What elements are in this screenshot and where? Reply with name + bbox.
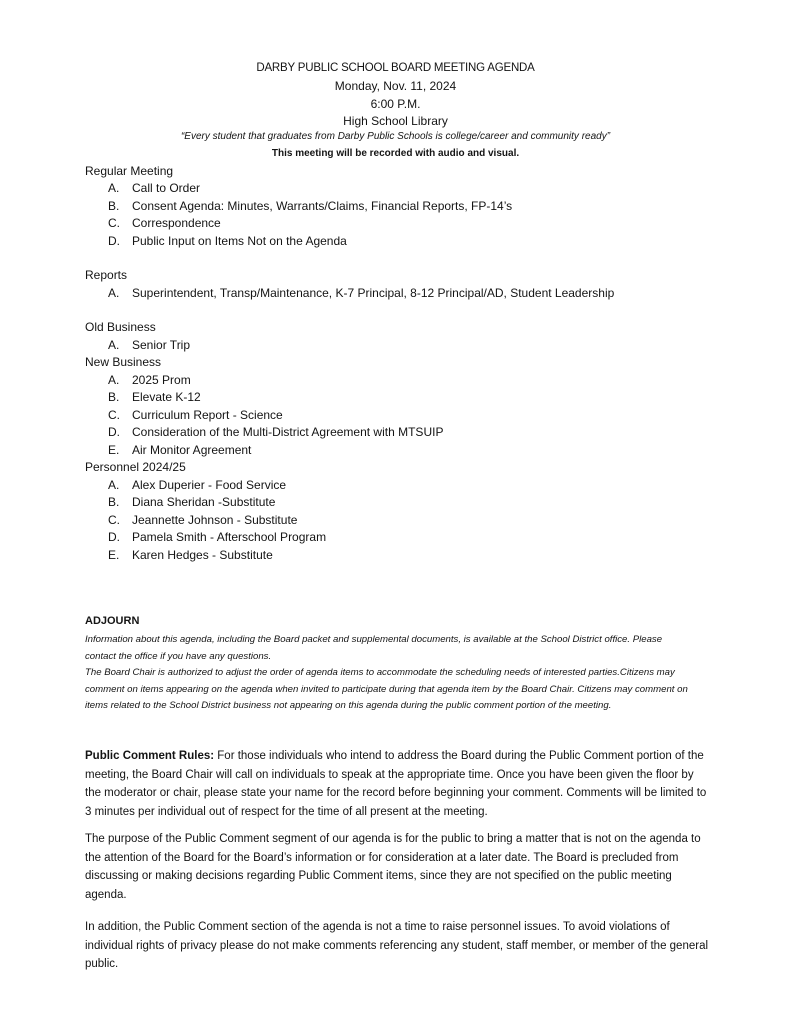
public-comment-personnel: In addition, the Public Comment section of the agenda is not a time to raise personnel issues. To avoid violations of individual rights of privacy please do not make comments referencing any student, staff member, or member of the general public.	[85, 921, 709, 970]
section-old-business: Old Business	[85, 320, 156, 334]
list-item: B. Elevate K-12	[108, 390, 201, 404]
public-comment-rules: Public Comment Rules: For those individuals who intend to address the Board during the Public Comment portion of the meeting, the Board Chair will call on individuals to speak at the appropriate time. Once you have been given the floor by the moderator or chair, please state your name for the record before beginning your comment. Comments will be limited to 3 minutes per individual out of respect for the time of all present at the meeting.	[85, 750, 707, 818]
list-item: D. Public Input on Items Not on the Agenda	[108, 234, 347, 248]
district-motto: “Every student that graduates from Darby Public Schools is college/career and community ready”	[180, 131, 611, 142]
list-item: A. 2025 Prom	[108, 373, 191, 387]
list-item: B. Diana Sheridan -Substitute	[108, 495, 276, 509]
list-item: D. Consideration of the Multi-District Agreement with MTSUIP	[108, 425, 444, 439]
list-item: A. Senior Trip	[108, 338, 191, 352]
public-comment-purpose: The purpose of the Public Comment segment of our agenda is for the public to bring a matter that is not on the agenda to the attention of the Board for the Board’s information or for consideration at a later date. The Board is precluded from discussing or making decisions regarding Public Comment items, since they are not specified on the public meeting agenda.	[85, 833, 701, 901]
list-item: B. Consent Agenda: Minutes, Warrants/Claims, Financial Reports, FP-14’s	[108, 199, 513, 213]
list-item: A. Superintendent, Transp/Maintenance, K-7 Principal, 8-12 Principal/AD, Student Leadership	[108, 286, 615, 300]
list-item: A. Alex Duperier - Food Service	[108, 478, 287, 492]
section-regular-meeting: Regular Meeting	[85, 164, 174, 178]
list-item: C. Curriculum Report - Science	[108, 408, 283, 422]
meeting-location: High School Library	[343, 114, 448, 128]
section-reports: Reports	[85, 268, 128, 282]
adjourn-heading: ADJOURN	[85, 615, 140, 627]
agenda-info-availability: Information about this agenda, including the Board packet and supplemental documents, is available at the School District office. Please contact the office if you have any questions.	[85, 634, 663, 662]
agenda-title: DARBY PUBLIC SCHOOL BOARD MEETING AGENDA	[256, 62, 535, 74]
section-personnel: Personnel 2024/25	[85, 460, 186, 474]
agenda-info-order: The Board Chair is authorized to adjust the order of agenda items to accommodate the scheduling needs of interested parties.Citizens may comment on items appearing on the agenda when invited to participate during that agenda item by the Board Chair. Citizens may comment on items related to the School District business not appearing on this agenda during the public comment portion of the meeting.	[85, 667, 688, 711]
public-comment-rules-label: Public Comment Rules:	[85, 750, 215, 762]
list-item: E. Air Monitor Agreement	[108, 443, 252, 457]
list-item: A. Call to Order	[108, 181, 201, 195]
agenda-info	[85, 632, 695, 715]
meeting-date: Monday, Nov. 11, 2024	[334, 79, 457, 93]
list-item: C. Jeannette Johnson - Substitute	[108, 513, 298, 527]
meeting-time: 6:00 P.M.	[370, 97, 421, 111]
recording-notice: This meeting will be recorded with audio and visual.	[271, 148, 520, 159]
section-new-business: New Business	[85, 355, 162, 369]
list-item: C. Correspondence	[108, 216, 221, 230]
list-item: E. Karen Hedges - Substitute	[108, 548, 273, 562]
list-item: D. Pamela Smith - Afterschool Program	[108, 530, 327, 544]
